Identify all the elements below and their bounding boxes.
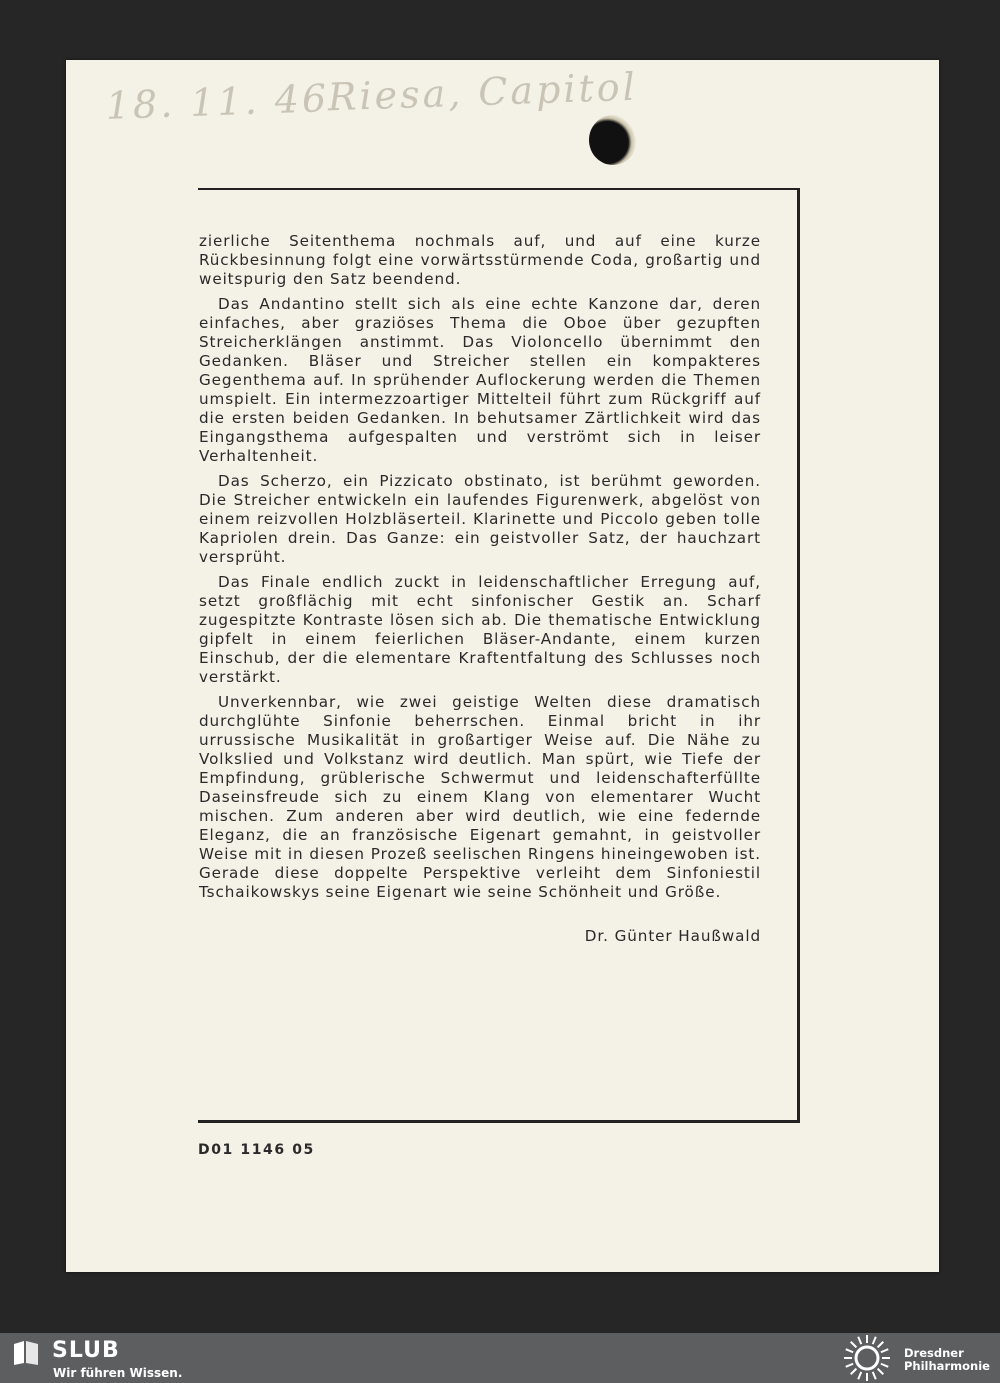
paragraph-finale: Das Finale endlich zuckt in leidenschaftlicher Erregung auf, setzt großflächig mit echt sinfonischer Gestik an. Scharf zugespitzte Kontraste lösen sich ab. Die thematische Entwicklung gipfelt in einem feierlichen Bläser-Andante, einem kurzen Einschub, der die elementare Kraftentfaltung des Schlusses noch verstärkt.	[199, 573, 761, 686]
program-page	[66, 60, 939, 1272]
paragraph-conclusion: Unverkennbar, wie zwei geistige Welten diese dramatisch durchglühte Sinfonie beherrschen. Einmal bricht in ihr urrussische Musikalität in großartiger Weise auf. Die Nähe zu Volkslied und Volkstanz wird deutlich. Man spürt, wie Tiefe der Empfindung, grüblerische Schwermut und leidenschafterfüllte Daseinsfreude sich zu einem Klang von elementarer Wucht mischen. Zum anderen aber wird deutlich, wie eine federnde Eleganz, die an französische Eigenart gemahnt, in geistvoller Weise mit in diesen Prozeß seelischen Ringens hineingewoben ist. Gerade diese doppelte Perspektive verleiht dem Sinfoniestil Tschaikowskys seine Eigenart wie seine Schönheit und Größe.	[199, 693, 761, 901]
library-name[interactable]: SLUB	[52, 1338, 120, 1363]
partner-name[interactable]	[904, 1347, 990, 1373]
paragraph-scherzo: Das Scherzo, ein Pizzicato obstinato, ist berühmt geworden. Die Streicher entwickeln ein laufendes Figurenwerk, abgelöst von einem reizvollen Holzbläserteil. Klarinette und Piccolo geben tolle Kapriolen drein. Das Ganze: ein geistvoller Satz, der hauchzart versprüht.	[199, 472, 761, 566]
partner-name-line1: Dresdner	[904, 1346, 964, 1360]
library-tagline: Wir führen Wissen.	[53, 1366, 183, 1380]
print-code: D01 1146 05	[198, 1142, 315, 1158]
philharmonie-sunburst-icon[interactable]	[842, 1333, 892, 1383]
handwritten-venue: Riesa, Capitol	[327, 64, 639, 120]
footer-bar	[0, 1333, 1000, 1383]
partner-name-line2: Philharmonie	[904, 1359, 990, 1373]
paragraph-first-movement: zierliche Seitenthema nochmals auf, und auf eine kurze Rückbesinnung folgt eine vorwärtsstürmende Coda, großartig und weitspurig den Satz beendend.	[199, 232, 761, 288]
paragraph-andantino: Das Andantino stellt sich als eine echte Kanzone dar, deren einfaches, aber graziöses Thema die Oboe über gezupften Streicherklängen anstimmt. Das Violoncello übernimmt den Gedanken. Bläser und Streicher stellen ein kompakteres Gegenthema auf. In sprühender Auflockerung werden die Themen umspielt. Ein intermezzoartiger Mittelteil führt zum Rückgriff auf die ersten beiden Gedanken. In behutsamer Zärtlichkeit wird das Eingangsthema aufgespalten und verströmt sich in leiser Verhaltenheit.	[199, 295, 761, 465]
article-text	[199, 232, 761, 908]
author-signature: Dr. Günter Haußwald	[584, 927, 761, 945]
handwritten-date: 18. 11. 46	[105, 76, 330, 128]
slub-book-icon[interactable]	[12, 1340, 40, 1366]
